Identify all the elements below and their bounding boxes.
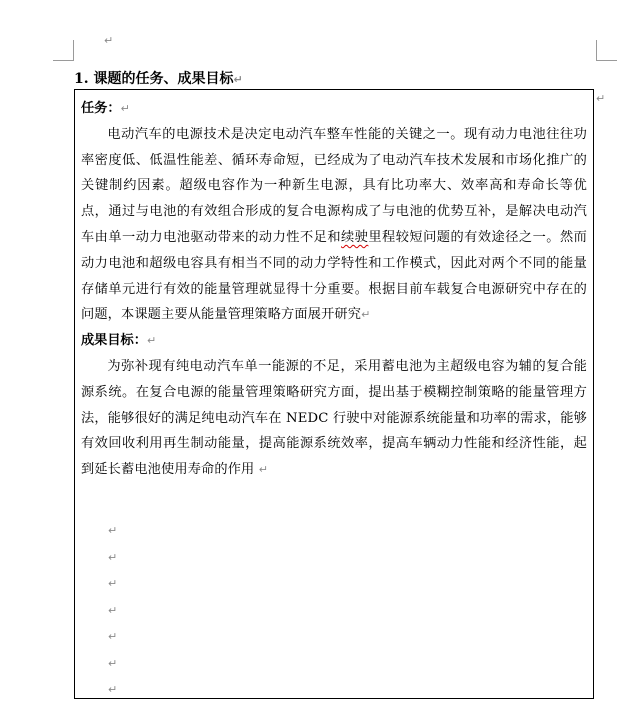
task-label: 任务： [81, 101, 121, 116]
task-label-line [81, 96, 587, 122]
crop-mark-top-right [596, 40, 617, 61]
outcome-paragraph[interactable] [81, 354, 587, 483]
paragraph-mark-icon: ↵ [233, 73, 243, 86]
section-heading-text: 1. 课题的任务、成果目标 [74, 71, 234, 87]
end-of-row-mark-icon: ↵ [596, 92, 606, 105]
paragraph-mark-icon: ↵ [108, 656, 118, 670]
paragraph-mark-icon: ↵ [146, 334, 157, 348]
paragraph-mark-icon: ↵ [104, 34, 114, 47]
paragraph-mark-icon: ↵ [108, 630, 118, 643]
paragraph-mark-icon: ↵ [108, 550, 118, 564]
empty-paragraphs[interactable] [108, 516, 117, 702]
outcome-text: 为弥补现有纯电动汽车单一能源的不足，采用蓄电池为主超级电容为辅的复合能源系统。在复合电源的能量管理策略研究方面，提出基于模糊控制策略的能量管理方法，能够很好的满足纯电动汽车在 NEDC 行驶中对能源系统能量和功率的需求，能够有效回收利用再生制动能量，提高能源系统效率，提高车辆动力性能和经济性能，起到延长蓄电池使用寿命的作用 [81, 358, 587, 478]
outcome-label: 成果目标： [81, 333, 147, 349]
section-heading[interactable] [74, 68, 243, 88]
paragraph-mark-icon: ↵ [108, 524, 118, 537]
spellcheck-flagged-word[interactable]: 续驶 [341, 229, 369, 245]
paragraph-mark-icon: ↵ [108, 577, 118, 590]
task-paragraph[interactable] [81, 122, 587, 328]
task-text-part-2: 里程较短问题的有效途径之一。然而动力电池和超级电容具有相当不同的动力学特性和工作模式，因此对两个不同的能量存储单元进行有效的能量管理就显得十分重要。根据目前车载复合电源研究中存在的问题，本课题主要从能量管理策略方面展开研究 [81, 229, 587, 323]
cell-content[interactable] [81, 96, 587, 483]
paragraph-mark-icon: ↵ [258, 463, 269, 477]
outcome-label-line [81, 328, 587, 354]
paragraph-mark-icon: ↵ [361, 308, 371, 322]
crop-mark-top-left [53, 40, 74, 61]
task-text-part-1: 电动汽车的电源技术是决定电动汽车整车性能的关键之一。现有动力电池往往功率密度低、低温性能差、循环寿命短，已经成为了电动汽车技术发展和市场化推广的关键制约因素。超级电容作为一种新生电源，具有比功率大、效率高和寿命长等优点，通过与电池的有效组合形成的复合电源构成了与电池的优势互补，是解决电动汽车由单一动力电池驱动带来的动力性不足和 [81, 126, 587, 245]
paragraph-mark-icon: ↵ [120, 102, 130, 115]
paragraph-mark-icon: ↵ [108, 603, 118, 617]
paragraph-mark-icon: ↵ [108, 683, 118, 696]
